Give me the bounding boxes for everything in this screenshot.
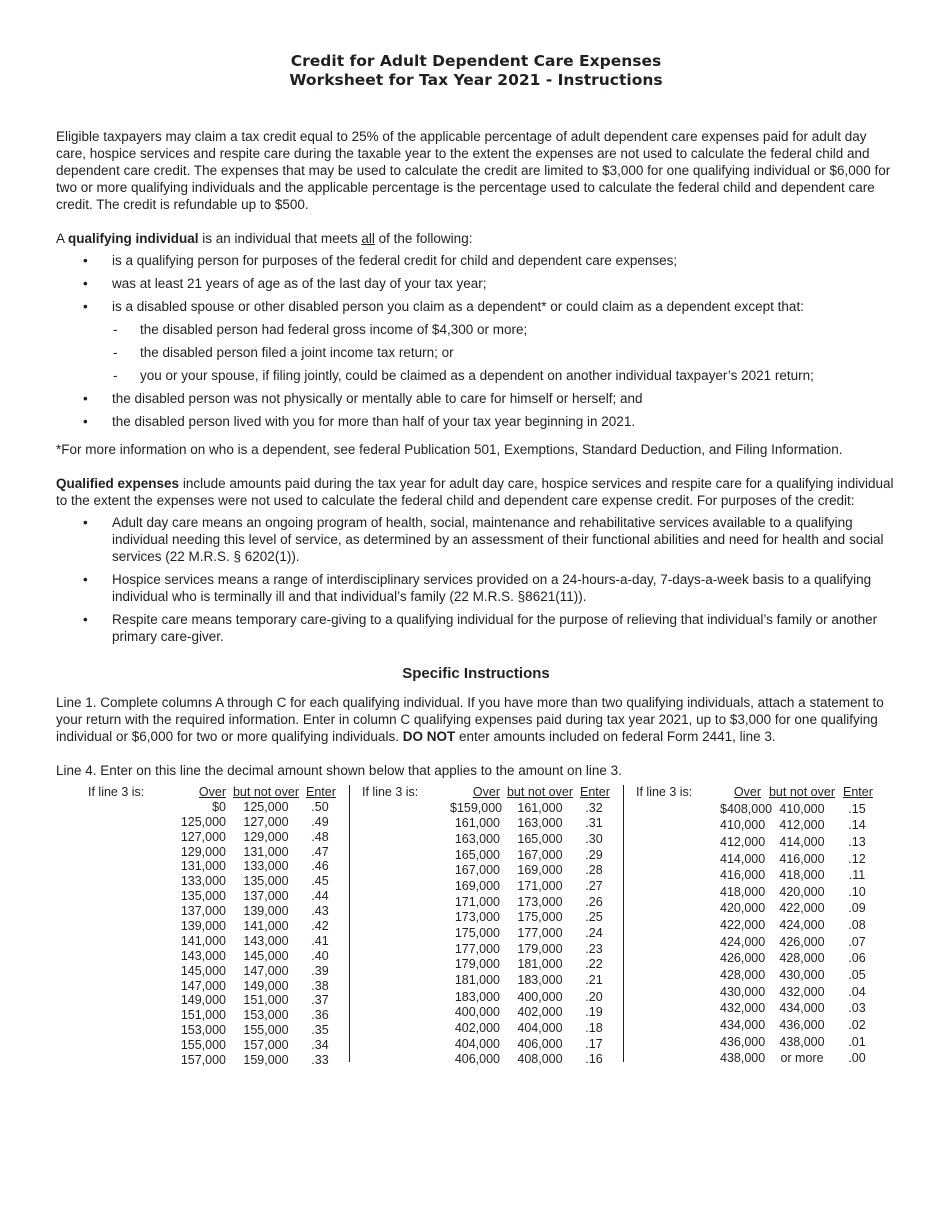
cell-over: 127,000 bbox=[180, 829, 226, 844]
cell-enter: .02 bbox=[848, 1017, 866, 1032]
cell-over: 155,000 bbox=[180, 1038, 226, 1053]
cell-over: 157,000 bbox=[180, 1053, 226, 1068]
cell-but-not-over: 428,000 bbox=[779, 951, 825, 966]
qualified-expenses-term: Qualified expenses bbox=[56, 476, 180, 491]
list-item: • Respite care means temporary care-giving to a qualifying individual for the purpose of relieving that individual’s family or another primary care-giver. bbox=[83, 612, 878, 644]
cell-enter: .41 bbox=[311, 933, 329, 948]
cell-enter: .13 bbox=[848, 834, 866, 849]
table-cell-blank bbox=[88, 993, 176, 1008]
cell-enter: .07 bbox=[848, 934, 866, 949]
lookup-table-3 bbox=[636, 785, 871, 1068]
all-emphasis: all bbox=[361, 231, 375, 246]
cell-over: 430,000 bbox=[720, 984, 766, 999]
cell-enter: .21 bbox=[585, 973, 603, 988]
cell-enter: .40 bbox=[311, 948, 329, 963]
cell-over: 400,000 bbox=[454, 1005, 500, 1020]
cell-over: $408,000 bbox=[720, 801, 773, 816]
table-cell-blank bbox=[88, 1023, 176, 1038]
cell-enter: .37 bbox=[311, 993, 329, 1008]
table-cell-blank bbox=[362, 816, 450, 831]
cell-but-not-over: 137,000 bbox=[243, 889, 289, 904]
table-cell-blank bbox=[362, 957, 450, 972]
table-cell-blank bbox=[636, 835, 720, 850]
cell-over: 149,000 bbox=[180, 993, 226, 1008]
list-item: • is a qualifying person for purposes of the federal credit for child and dependent care expenses; bbox=[83, 253, 678, 268]
cell-over: 137,000 bbox=[180, 904, 226, 919]
cell-enter: .00 bbox=[848, 1051, 866, 1066]
line-4-instructions: Line 4. Enter on this line the decimal amount shown below that applies to the amount on line 3. bbox=[56, 763, 622, 778]
cell-enter: .19 bbox=[585, 1005, 603, 1020]
cell-over: 175,000 bbox=[454, 926, 500, 941]
table-cell-blank bbox=[362, 910, 450, 925]
intro-paragraph: Eligible taxpayers may claim a tax credit equal to 25% of the applicable percentage of adult dependent care expenses paid for adult day care, hospice services and respite care during the taxable year to the extent the expenses are not used to calculate the federal child and dependent care credit. The expenses that may be used to calculate the credit are limited to $3,000 for one qualifying individual or $6,000 for two or more qualifying individuals and the applicable percentage is the percentage used to calculate the federal child and dependent care credit. The credit is refundable up to $500. bbox=[56, 129, 891, 212]
cell-over: 432,000 bbox=[720, 1001, 766, 1016]
table-cell-blank bbox=[636, 1051, 720, 1066]
table-cell-blank bbox=[636, 1035, 720, 1050]
table-cell-blank bbox=[88, 800, 176, 815]
cell-but-not-over: 408,000 bbox=[517, 1052, 563, 1067]
cell-enter: .29 bbox=[585, 847, 603, 862]
cell-but-not-over: 432,000 bbox=[779, 984, 825, 999]
cell-over: 406,000 bbox=[454, 1052, 500, 1067]
cell-enter: .44 bbox=[311, 889, 329, 904]
list-item: • the disabled person was not physically or mentally able to care for himself or herself; and bbox=[83, 391, 643, 406]
line-1-instructions: Line 1. Complete columns A through C for each qualifying individual. If you have more than two qualifying individuals, attach a statement to your return with the required information. Enter in column C qualifying expenses paid during tax year 2021, up to $3,000 for one qualifying individual or $6,000 for two or more qualifying individuals. DO NOT enter amounts included on federal Form 2441, line 3. bbox=[56, 695, 884, 744]
cell-over: 147,000 bbox=[180, 978, 226, 993]
cell-but-not-over: 402,000 bbox=[517, 1005, 563, 1020]
cell-but-not-over: 125,000 bbox=[243, 799, 289, 814]
table-cell-blank bbox=[636, 918, 720, 933]
lookup-table-2 bbox=[362, 785, 608, 1068]
cell-enter: .49 bbox=[311, 814, 329, 829]
cell-but-not-over: 127,000 bbox=[243, 814, 289, 829]
table-cell-blank bbox=[362, 1037, 450, 1052]
list-item: • Hospice services means a range of interdisciplinary services provided on a 24-hours-a-day, 7-days-a-week basis to a qualifying individual who is terminally ill and that individual’s family (22 M.R.S. §8621(11)). bbox=[83, 572, 872, 604]
cell-enter: .03 bbox=[848, 1001, 866, 1016]
cell-over: 169,000 bbox=[454, 879, 500, 894]
cell-enter: .33 bbox=[311, 1053, 329, 1068]
qualifying-individual-intro: A qualifying individual is an individual that meets all of the following: bbox=[56, 231, 473, 246]
cell-enter: .32 bbox=[585, 800, 603, 815]
cell-enter: .18 bbox=[585, 1020, 603, 1035]
table-cell-blank bbox=[362, 989, 450, 1005]
lookup-table-1 bbox=[88, 785, 334, 1068]
cell-over: 177,000 bbox=[454, 941, 500, 956]
cell-enter: .12 bbox=[848, 851, 866, 866]
cell-over: 434,000 bbox=[720, 1017, 766, 1032]
document-page bbox=[56, 52, 896, 1068]
table-cell-blank bbox=[362, 1021, 450, 1036]
cell-but-not-over: 167,000 bbox=[517, 847, 563, 862]
table-cell-blank bbox=[88, 979, 176, 994]
cell-over: 145,000 bbox=[180, 963, 226, 978]
cell-enter: .43 bbox=[311, 904, 329, 919]
cell-over: 426,000 bbox=[720, 951, 766, 966]
cell-but-not-over: 177,000 bbox=[517, 926, 563, 941]
table-cell-blank bbox=[636, 951, 720, 966]
cell-but-not-over: 171,000 bbox=[517, 879, 563, 894]
cell-enter: .14 bbox=[848, 818, 866, 833]
cell-enter: .11 bbox=[848, 868, 866, 883]
table-cell-blank bbox=[88, 964, 176, 979]
header-label: If line 3 is: bbox=[362, 785, 419, 799]
cell-but-not-over: 436,000 bbox=[779, 1017, 825, 1032]
specific-instructions-heading: Specific Instructions bbox=[402, 665, 550, 682]
document-title bbox=[56, 52, 896, 90]
cell-but-not-over: 179,000 bbox=[517, 941, 563, 956]
cell-but-not-over: 151,000 bbox=[243, 993, 289, 1008]
cell-over: 129,000 bbox=[180, 844, 226, 859]
cell-but-not-over: or more bbox=[780, 1051, 824, 1066]
table-cell-blank bbox=[88, 1008, 176, 1023]
cell-enter: .22 bbox=[585, 957, 603, 972]
table-cell-blank bbox=[88, 815, 176, 830]
table-cell-blank bbox=[88, 1038, 176, 1053]
cell-enter: .36 bbox=[311, 1008, 329, 1023]
cell-enter: .09 bbox=[848, 901, 866, 916]
cell-enter: .30 bbox=[585, 832, 603, 847]
title-line-2: Worksheet for Tax Year 2021 - Instructions bbox=[289, 71, 663, 89]
table-divider bbox=[349, 785, 350, 1062]
table-cell-blank bbox=[362, 926, 450, 941]
table-cell-blank bbox=[636, 1018, 720, 1033]
cell-but-not-over: 155,000 bbox=[243, 1023, 289, 1038]
table-divider bbox=[623, 785, 624, 1062]
cell-over: 141,000 bbox=[180, 933, 226, 948]
table-cell-blank bbox=[362, 1052, 450, 1067]
cell-enter: .31 bbox=[585, 816, 603, 831]
cell-over: 153,000 bbox=[180, 1023, 226, 1038]
list-item: - you or your spouse, if filing jointly, could be claimed as a dependent on another individual taxpayer’s 2021 return; bbox=[113, 368, 814, 383]
table-cell-blank bbox=[88, 830, 176, 845]
table-cell-blank bbox=[88, 845, 176, 860]
cell-enter: .08 bbox=[848, 918, 866, 933]
table-cell-blank bbox=[636, 1001, 720, 1016]
table-cell-blank bbox=[362, 801, 450, 816]
cell-over: 165,000 bbox=[454, 847, 500, 862]
cell-over: 404,000 bbox=[454, 1036, 500, 1051]
list-item: - the disabled person filed a joint income tax return; or bbox=[113, 345, 454, 360]
header-over: Over bbox=[472, 785, 500, 799]
table-cell-blank bbox=[88, 859, 176, 874]
table-cell-blank bbox=[636, 935, 720, 950]
cell-enter: .24 bbox=[585, 926, 603, 941]
cell-enter: .20 bbox=[585, 989, 603, 1004]
dependent-footnote: *For more information on who is a dependent, see federal Publication 501, Exemptions, Standard Deduction, and Filing Information. bbox=[56, 442, 843, 457]
cell-over: 151,000 bbox=[180, 1008, 226, 1023]
cell-over: 139,000 bbox=[180, 919, 226, 934]
cell-over: 420,000 bbox=[720, 901, 766, 916]
table-cell-blank bbox=[362, 973, 450, 988]
table-cell-blank bbox=[362, 848, 450, 863]
table-cell-blank bbox=[636, 885, 720, 900]
cell-but-not-over: 165,000 bbox=[517, 832, 563, 847]
table-cell-blank bbox=[362, 832, 450, 847]
cell-enter: .27 bbox=[585, 879, 603, 894]
cell-enter: .15 bbox=[848, 801, 866, 816]
exception-list bbox=[56, 321, 896, 384]
qualified-expenses-list bbox=[56, 514, 896, 645]
cell-but-not-over: 163,000 bbox=[517, 816, 563, 831]
cell-but-not-over: 133,000 bbox=[243, 859, 289, 874]
table-cell-blank bbox=[362, 942, 450, 957]
cell-but-not-over: 410,000 bbox=[779, 801, 825, 816]
cell-over: 414,000 bbox=[720, 851, 766, 866]
cell-over: 416,000 bbox=[720, 868, 766, 883]
list-item: • was at least 21 years of age as of the last day of your tax year; bbox=[83, 276, 487, 291]
cell-over: 422,000 bbox=[720, 918, 766, 933]
cell-over: 143,000 bbox=[180, 948, 226, 963]
cell-but-not-over: 145,000 bbox=[243, 948, 289, 963]
cell-over: 412,000 bbox=[720, 834, 766, 849]
table-cell-blank bbox=[88, 874, 176, 889]
cell-enter: .10 bbox=[848, 884, 866, 899]
cell-over: 161,000 bbox=[454, 816, 500, 831]
cell-over: 183,000 bbox=[454, 989, 500, 1004]
table-cell-blank bbox=[88, 934, 176, 949]
cell-but-not-over: 175,000 bbox=[517, 910, 563, 925]
table-cell-blank bbox=[88, 919, 176, 934]
cell-but-not-over: 420,000 bbox=[779, 884, 825, 899]
cell-but-not-over: 438,000 bbox=[779, 1034, 825, 1049]
header-label: If line 3 is: bbox=[88, 785, 145, 799]
cell-over: 402,000 bbox=[454, 1020, 500, 1035]
table-cell-blank bbox=[88, 889, 176, 904]
header-enter: Enter bbox=[843, 785, 873, 799]
cell-over: 133,000 bbox=[180, 874, 226, 889]
cell-over: 438,000 bbox=[720, 1051, 766, 1066]
cell-but-not-over: 159,000 bbox=[243, 1053, 289, 1068]
cell-over: 125,000 bbox=[180, 814, 226, 829]
list-item: - the disabled person had federal gross income of $4,300 or more; bbox=[113, 322, 528, 337]
cell-but-not-over: 169,000 bbox=[517, 863, 563, 878]
cell-enter: .25 bbox=[585, 910, 603, 925]
cell-but-not-over: 139,000 bbox=[243, 904, 289, 919]
cell-but-not-over: 153,000 bbox=[243, 1008, 289, 1023]
cell-over: 424,000 bbox=[720, 934, 766, 949]
cell-enter: .05 bbox=[848, 968, 866, 983]
cell-enter: .46 bbox=[311, 859, 329, 874]
cell-over: $159,000 bbox=[450, 800, 503, 815]
table-cell-blank bbox=[636, 852, 720, 867]
cell-but-not-over: 135,000 bbox=[243, 874, 289, 889]
header-enter: Enter bbox=[306, 785, 336, 799]
cell-over: 131,000 bbox=[180, 859, 226, 874]
cell-enter: .26 bbox=[585, 894, 603, 909]
cell-enter: .42 bbox=[311, 919, 329, 934]
table-cell-blank bbox=[88, 1053, 176, 1068]
table-cell-blank bbox=[362, 1005, 450, 1020]
cell-but-not-over: 173,000 bbox=[517, 894, 563, 909]
cell-enter: .16 bbox=[585, 1052, 603, 1067]
header-but-not-over: but not over bbox=[506, 785, 573, 799]
cell-but-not-over: 183,000 bbox=[517, 973, 563, 988]
cell-but-not-over: 404,000 bbox=[517, 1020, 563, 1035]
cell-enter: .50 bbox=[311, 799, 329, 814]
header-label: If line 3 is: bbox=[636, 785, 693, 799]
header-but-not-over: but not over bbox=[232, 785, 299, 799]
cell-but-not-over: 157,000 bbox=[243, 1038, 289, 1053]
cell-enter: .23 bbox=[585, 941, 603, 956]
decimal-lookup-tables bbox=[56, 785, 896, 1068]
cell-but-not-over: 426,000 bbox=[779, 934, 825, 949]
table-cell-blank bbox=[362, 879, 450, 894]
cell-but-not-over: 181,000 bbox=[517, 957, 563, 972]
cell-but-not-over: 424,000 bbox=[779, 918, 825, 933]
cell-enter: .01 bbox=[848, 1034, 866, 1049]
cell-but-not-over: 406,000 bbox=[517, 1036, 563, 1051]
header-enter: Enter bbox=[580, 785, 610, 799]
table-cell-blank bbox=[88, 904, 176, 919]
cell-but-not-over: 434,000 bbox=[779, 1001, 825, 1016]
cell-enter: .48 bbox=[311, 829, 329, 844]
table-cell-blank bbox=[362, 895, 450, 910]
table-cell-blank bbox=[636, 901, 720, 916]
cell-over: 163,000 bbox=[454, 832, 500, 847]
cell-over: 181,000 bbox=[454, 973, 500, 988]
cell-enter: .34 bbox=[311, 1038, 329, 1053]
cell-but-not-over: 418,000 bbox=[779, 868, 825, 883]
cell-but-not-over: 141,000 bbox=[243, 919, 289, 934]
cell-over: 436,000 bbox=[720, 1034, 766, 1049]
title-line-1: Credit for Adult Dependent Care Expenses bbox=[290, 52, 662, 70]
cell-but-not-over: 416,000 bbox=[779, 851, 825, 866]
cell-but-not-over: 422,000 bbox=[779, 901, 825, 916]
cell-over: 418,000 bbox=[720, 884, 766, 899]
table-cell-blank bbox=[636, 802, 720, 817]
table-cell-blank bbox=[362, 863, 450, 878]
cell-enter: .35 bbox=[311, 1023, 329, 1038]
cell-over: 428,000 bbox=[720, 968, 766, 983]
cell-enter: .06 bbox=[848, 951, 866, 966]
cell-but-not-over: 430,000 bbox=[779, 968, 825, 983]
qualifying-individual-list bbox=[56, 252, 896, 430]
cell-over: 171,000 bbox=[454, 894, 500, 909]
header-over: Over bbox=[198, 785, 226, 799]
cell-enter: .28 bbox=[585, 863, 603, 878]
qualified-expenses-paragraph: Qualified expenses include amounts paid during the tax year for adult day care, hospice services and respite care for a qualifying individual to the extent the expenses were not used to calculate the federal child and dependent care expense credit. For purposes of the credit: bbox=[56, 476, 894, 508]
cell-enter: .47 bbox=[311, 844, 329, 859]
table-cell-blank bbox=[88, 949, 176, 964]
cell-over: 173,000 bbox=[454, 910, 500, 925]
list-item: • the disabled person lived with you for more than half of your tax year beginning in 2021. bbox=[83, 414, 636, 429]
cell-enter: .38 bbox=[311, 978, 329, 993]
header-but-not-over: but not over bbox=[768, 785, 835, 799]
cell-over: 179,000 bbox=[454, 957, 500, 972]
cell-but-not-over: 161,000 bbox=[517, 800, 563, 815]
list-item: • Adult day care means an ongoing program of health, social, maintenance and rehabilitative services available to a qualifying individual needing this level of service, as determined by an assessment of their functional abilities and need for health and social services (22 M.R.S. § 6202(1)). bbox=[83, 515, 884, 564]
cell-enter: .39 bbox=[311, 963, 329, 978]
cell-enter: .17 bbox=[585, 1036, 603, 1051]
cell-over: 167,000 bbox=[454, 863, 500, 878]
cell-over: 410,000 bbox=[720, 818, 766, 833]
cell-but-not-over: 147,000 bbox=[243, 963, 289, 978]
list-item: • is a disabled spouse or other disabled person you claim as a dependent* or could claim as a dependent except that: - the disabled person had federal gross income of $4,300 or more; - the disabled person filed a joint income tax return; or - you or your spouse, if filing jointly, could be claimed as a dependent on another individual taxpayer’s 2021 return; bbox=[56, 298, 896, 384]
cell-enter: .04 bbox=[848, 984, 866, 999]
do-not-emphasis: DO NOT bbox=[402, 729, 456, 744]
cell-but-not-over: 400,000 bbox=[517, 989, 563, 1004]
table-cell-blank bbox=[636, 818, 720, 833]
cell-but-not-over: 412,000 bbox=[779, 818, 825, 833]
cell-over: $0 bbox=[212, 799, 226, 814]
table-cell-blank bbox=[636, 868, 720, 883]
cell-but-not-over: 129,000 bbox=[243, 829, 289, 844]
cell-but-not-over: 414,000 bbox=[779, 834, 825, 849]
cell-but-not-over: 149,000 bbox=[243, 978, 289, 993]
cell-but-not-over: 131,000 bbox=[243, 844, 289, 859]
cell-enter: .45 bbox=[311, 874, 329, 889]
table-cell-blank bbox=[636, 985, 720, 1000]
table-cell-blank bbox=[636, 968, 720, 983]
cell-but-not-over: 143,000 bbox=[243, 933, 289, 948]
cell-over: 135,000 bbox=[180, 889, 226, 904]
header-over: Over bbox=[733, 785, 761, 799]
qualifying-individual-term: qualifying individual bbox=[68, 231, 199, 246]
